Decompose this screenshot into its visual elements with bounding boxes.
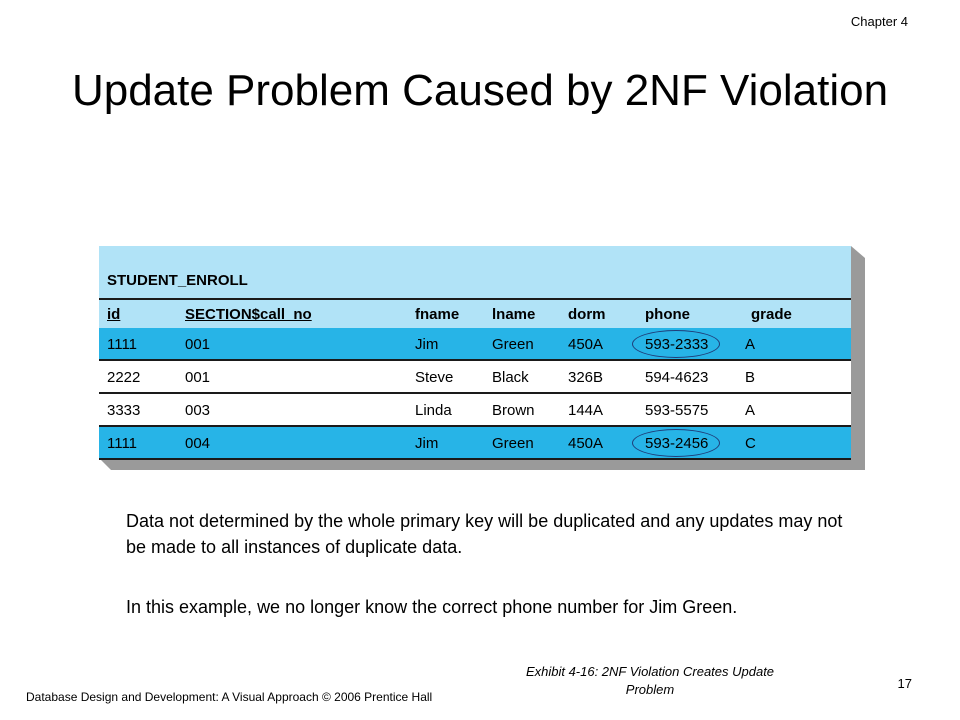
cell-fname: Jim: [415, 435, 439, 452]
example-paragraph: In this example, we no longer know the correct phone number for Jim Green.: [126, 597, 738, 617]
cell-phone: 594-4623: [645, 369, 709, 386]
cell-id: 2222: [107, 369, 141, 386]
phone-highlight-circle: [632, 330, 720, 358]
cell-grade: B: [745, 369, 756, 386]
cell-fname: Jim: [415, 336, 439, 353]
cell-section-call-no: 001: [185, 369, 211, 386]
table-name: STUDENT_ENROLL: [107, 272, 248, 289]
chapter-label: Chapter 4: [850, 14, 908, 29]
cell-lname: Green: [492, 336, 534, 353]
column-header-id: id: [107, 306, 121, 323]
cell-section-call-no: 001: [185, 336, 211, 353]
cell-id: 1111: [107, 336, 138, 353]
exhibit-caption: Exhibit 4-16: 2NF Violation Creates Update Problem: [525, 664, 775, 697]
footer-text: Database Design and Development: A Visual Approach © 2006 Prentice Hall: [26, 690, 433, 704]
table-row: [99, 361, 851, 394]
column-header-dorm: dorm: [568, 306, 606, 323]
cell-id: 1111: [107, 435, 138, 452]
cell-grade: C: [745, 435, 756, 452]
cell-dorm: 450A: [568, 435, 604, 452]
cell-dorm: 450A: [568, 336, 604, 353]
slide-title: Update Problem Caused by 2NF Violation: [71, 66, 889, 115]
table-row: [99, 394, 851, 427]
table-shadow-right: [851, 246, 865, 470]
student-enroll-table: [99, 246, 865, 470]
cell-lname: Green: [492, 435, 534, 452]
cell-id: 3333: [107, 402, 141, 419]
cell-dorm: 144A: [568, 402, 604, 419]
table-body: [99, 246, 851, 458]
column-header-phone: phone: [645, 306, 690, 323]
column-header-section-call-no: SECTION$call_no: [185, 306, 312, 323]
cell-phone: 593-2333: [645, 336, 709, 353]
cell-grade: A: [745, 336, 756, 353]
cell-section-call-no: 003: [185, 402, 211, 419]
column-header-fname: fname: [415, 306, 460, 323]
cell-fname: Steve: [415, 369, 454, 386]
cell-dorm: 326B: [568, 369, 604, 386]
column-header-lname: lname: [492, 306, 536, 323]
cell-lname: Black: [492, 369, 529, 386]
phone-highlight-circle: [632, 429, 720, 457]
table-header-row: [99, 298, 851, 330]
cell-section-call-no: 004: [185, 435, 211, 452]
cell-fname: Linda: [415, 402, 452, 419]
table-row: [99, 427, 851, 460]
explanation-paragraph: Data not determined by the whole primary key will be duplicated and any updates may not be made to all instances of duplicate data.: [126, 511, 843, 557]
cell-phone: 593-2456: [645, 435, 709, 452]
table-row: [99, 328, 851, 361]
cell-grade: A: [745, 402, 756, 419]
cell-phone: 593-5575: [645, 402, 709, 419]
column-header-grade: grade: [751, 306, 792, 323]
cell-lname: Brown: [492, 402, 535, 419]
page-number: 17: [897, 676, 912, 691]
